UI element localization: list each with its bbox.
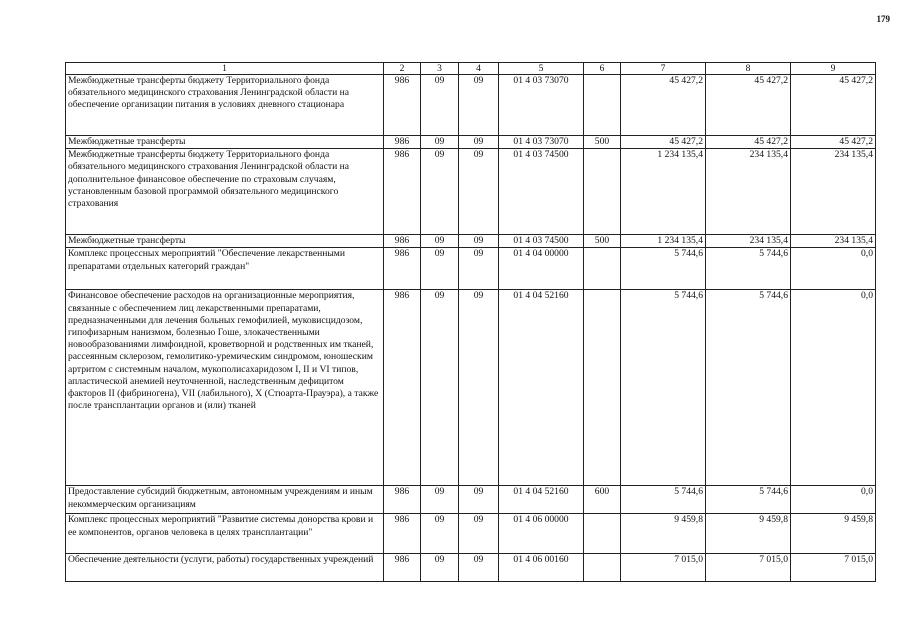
row-amount-8: 7 015,0 [706, 554, 791, 582]
row-expense-type [584, 75, 621, 136]
row-amount-9: 0,0 [791, 290, 876, 486]
row-expense-type: 500 [584, 136, 621, 149]
row-name: Межбюджетные трансферты бюджету Территориального фонда обязательного медицинского страхования Ленинградской области на дополнительное финансовое обеспечение по страховым случаям, установленным базовой программой обязательного медицинского страхования [66, 149, 384, 235]
row-name: Предоставление субсидий бюджетным, автономным учреждениям и иным некоммерческим организациям [66, 486, 384, 514]
row-amount-7: 7 015,0 [621, 554, 706, 582]
row-name: Межбюджетные трансферты [66, 235, 384, 248]
row-subsection-code: 09 [459, 235, 499, 248]
row-amount-9: 234 135,4 [791, 235, 876, 248]
row-section-code: 09 [421, 136, 459, 149]
row-amount-9: 234 135,4 [791, 149, 876, 235]
table-row [66, 554, 876, 582]
row-amount-8: 5 744,6 [706, 486, 791, 514]
row-amount-7: 1 234 135,4 [621, 235, 706, 248]
budget-table [65, 62, 876, 582]
row-amount-8: 5 744,6 [706, 248, 791, 290]
row-ministry-code: 986 [384, 290, 421, 486]
row-section-code: 09 [421, 290, 459, 486]
table-row [66, 149, 876, 235]
table-row [66, 514, 876, 554]
row-section-code: 09 [421, 248, 459, 290]
row-amount-7: 1 234 135,4 [621, 149, 706, 235]
row-amount-9: 9 459,8 [791, 514, 876, 554]
row-amount-7: 9 459,8 [621, 514, 706, 554]
row-expense-type [584, 248, 621, 290]
row-subsection-code: 09 [459, 514, 499, 554]
row-amount-8: 234 135,4 [706, 235, 791, 248]
column-header: 2 [384, 63, 421, 75]
table-row [66, 136, 876, 149]
row-subsection-code: 09 [459, 554, 499, 582]
row-name: Комплекс процессных мероприятий "Обеспечение лекарственными препаратами отдельных категорий граждан" [66, 248, 384, 290]
row-ministry-code: 986 [384, 75, 421, 136]
row-section-code: 09 [421, 554, 459, 582]
table-row [66, 486, 876, 514]
row-amount-8: 9 459,8 [706, 514, 791, 554]
row-name: Обеспечение деятельности (услуги, работы) государственных учреждений [66, 554, 384, 582]
row-amount-8: 5 744,6 [706, 290, 791, 486]
row-name: Межбюджетные трансферты бюджету Территориального фонда обязательного медицинского страхования Ленинградской области на обеспечение организации питания в условиях дневного стационара [66, 75, 384, 136]
row-expense-type [584, 514, 621, 554]
row-section-code: 09 [421, 486, 459, 514]
column-header: 7 [621, 63, 706, 75]
column-header: 5 [499, 63, 584, 75]
row-subsection-code: 09 [459, 136, 499, 149]
row-expense-type: 600 [584, 486, 621, 514]
row-ministry-code: 986 [384, 235, 421, 248]
row-target-code: 01 4 03 74500 [499, 149, 584, 235]
row-subsection-code: 09 [459, 486, 499, 514]
row-amount-7: 5 744,6 [621, 248, 706, 290]
row-expense-type [584, 554, 621, 582]
row-ministry-code: 986 [384, 248, 421, 290]
row-amount-9: 7 015,0 [791, 554, 876, 582]
column-header: 4 [459, 63, 499, 75]
row-target-code: 01 4 03 74500 [499, 235, 584, 248]
column-header: 8 [706, 63, 791, 75]
row-ministry-code: 986 [384, 514, 421, 554]
row-ministry-code: 986 [384, 149, 421, 235]
row-ministry-code: 986 [384, 554, 421, 582]
row-amount-9: 45 427,2 [791, 75, 876, 136]
row-target-code: 01 4 03 73070 [499, 75, 584, 136]
row-expense-type [584, 149, 621, 235]
row-section-code: 09 [421, 149, 459, 235]
row-expense-type: 500 [584, 235, 621, 248]
row-subsection-code: 09 [459, 290, 499, 486]
row-amount-8: 45 427,2 [706, 75, 791, 136]
table-row [66, 235, 876, 248]
column-header: 9 [791, 63, 876, 75]
row-subsection-code: 09 [459, 149, 499, 235]
row-amount-7: 45 427,2 [621, 136, 706, 149]
row-subsection-code: 09 [459, 75, 499, 136]
row-amount-9: 45 427,2 [791, 136, 876, 149]
row-name: Финансовое обеспечение расходов на организационные мероприятия, связанные с обеспечением лиц лекарственными препаратами, предназначенными для лечения больных гемофилией, муковисцидозом, гипофизарным нанизмом, болезнью Гоше, злокачественными новообразованиями лимфоидной, кроветворной и родственных им тканей, рассеянным склерозом, гемолитико-уремическим синдромом, юношеским артритом с системным началом, мукополисахаридозом I, II и VI типов, апластической анемией неуточненной, наследственным дефицитом факторов II (фибриногена), VII (лабильного), X (Стюарта-Прауэра), а также после трансплантации органов и (или) тканей [66, 290, 384, 486]
row-amount-9: 0,0 [791, 248, 876, 290]
row-target-code: 01 4 06 00000 [499, 514, 584, 554]
row-section-code: 09 [421, 75, 459, 136]
table-row [66, 248, 876, 290]
row-ministry-code: 986 [384, 486, 421, 514]
row-section-code: 09 [421, 514, 459, 554]
row-amount-7: 45 427,2 [621, 75, 706, 136]
column-header: 6 [584, 63, 621, 75]
row-expense-type [584, 290, 621, 486]
row-amount-7: 5 744,6 [621, 290, 706, 486]
table-row [66, 290, 876, 486]
row-target-code: 01 4 06 00160 [499, 554, 584, 582]
row-name: Межбюджетные трансферты [66, 136, 384, 149]
row-amount-8: 234 135,4 [706, 149, 791, 235]
row-target-code: 01 4 04 52160 [499, 486, 584, 514]
row-target-code: 01 4 03 73070 [499, 136, 584, 149]
page-number: 179 [876, 14, 890, 24]
row-target-code: 01 4 04 52160 [499, 290, 584, 486]
row-amount-9: 0,0 [791, 486, 876, 514]
table-row [66, 75, 876, 136]
row-target-code: 01 4 04 00000 [499, 248, 584, 290]
row-subsection-code: 09 [459, 248, 499, 290]
row-amount-8: 45 427,2 [706, 136, 791, 149]
row-amount-7: 5 744,6 [621, 486, 706, 514]
row-name: Комплекс процессных мероприятий "Развитие системы донорства крови и ее компонентов, органов человека в целях трансплантации" [66, 514, 384, 554]
header-row [66, 63, 876, 75]
column-header: 3 [421, 63, 459, 75]
column-header: 1 [66, 63, 384, 75]
row-ministry-code: 986 [384, 136, 421, 149]
row-section-code: 09 [421, 235, 459, 248]
